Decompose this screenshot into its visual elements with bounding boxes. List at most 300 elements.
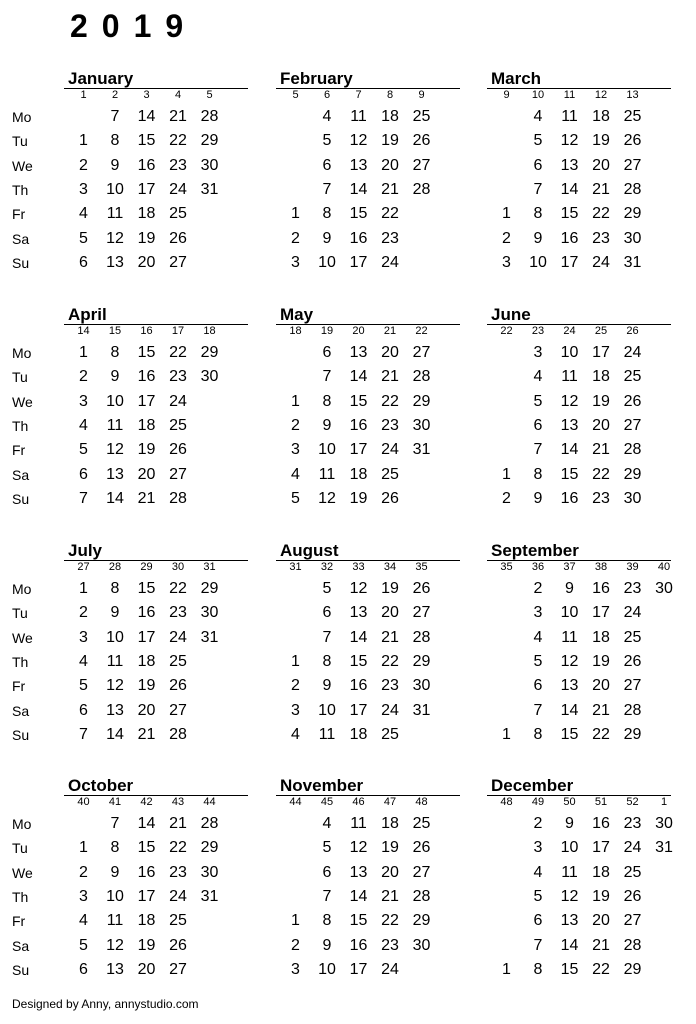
day-cell: 16 — [349, 229, 368, 247]
day-cell: 16 — [349, 677, 368, 695]
day-cell: 13 — [106, 465, 124, 483]
day-cell: 12 — [560, 132, 579, 150]
day-cell: 3 — [533, 839, 543, 857]
week-number: 31 — [203, 561, 216, 573]
day-cell: 3 — [79, 392, 88, 410]
day-cell: 2 — [291, 229, 300, 247]
day-cell: 23 — [381, 936, 399, 954]
day-cell: 31 — [200, 628, 219, 646]
day-cell: 13 — [349, 863, 368, 881]
day-cell: 4 — [322, 108, 332, 125]
day-cell: 4 — [533, 628, 543, 646]
day-cell: 12 — [106, 229, 124, 247]
day-cell: 23 — [592, 489, 610, 507]
day-cell: 26 — [169, 677, 187, 695]
day-cell: 15 — [560, 725, 579, 743]
day-cell: 17 — [349, 253, 368, 271]
day-cell: 19 — [592, 887, 610, 905]
day-cell: 5 — [79, 936, 88, 954]
day-label: Fr — [12, 442, 26, 459]
week-number: 39 — [626, 561, 639, 573]
day-cell: 20 — [381, 344, 399, 361]
day-cell: 24 — [592, 253, 610, 271]
day-cell: 13 — [560, 156, 579, 174]
day-cell: 15 — [349, 392, 368, 410]
week-number: 52 — [626, 796, 639, 808]
day-cell: 11 — [318, 465, 336, 483]
day-cell: 3 — [291, 441, 300, 459]
week-number: 8 — [386, 89, 394, 101]
day-cell: 1 — [79, 580, 88, 597]
day-cell: 18 — [349, 725, 368, 743]
day-cell: 22 — [381, 652, 399, 670]
day-cell: 25 — [623, 628, 642, 646]
day-cell: 14 — [137, 815, 156, 832]
day-cell: 5 — [533, 132, 543, 150]
day-cell: 14 — [349, 628, 368, 646]
day-cell: 11 — [561, 628, 578, 646]
day-cell: 18 — [137, 416, 156, 434]
day-cell: 6 — [533, 912, 543, 930]
day-cell: 18 — [592, 628, 610, 646]
day-cell: 24 — [381, 701, 399, 719]
day-cell: 22 — [592, 960, 610, 978]
day-cell: 22 — [381, 392, 399, 410]
day-cell: 21 — [592, 441, 610, 459]
day-cell: 27 — [412, 344, 431, 361]
day-cell: 30 — [623, 489, 642, 507]
day-cell: 30 — [200, 156, 219, 174]
day-cell: 6 — [533, 677, 543, 695]
day-cell: 22 — [381, 912, 399, 930]
day-cell: 9 — [110, 156, 120, 174]
day-cell: 10 — [106, 392, 124, 410]
week-number: 38 — [594, 561, 608, 573]
day-cell: 31 — [200, 887, 219, 905]
day-cell: 19 — [349, 489, 368, 507]
day-cell: 24 — [623, 839, 642, 857]
day-label: Sa — [12, 937, 30, 954]
day-cell: 15 — [349, 912, 368, 930]
day-cell: 19 — [137, 936, 156, 954]
day-label: Fr — [12, 206, 26, 223]
week-number: 24 — [563, 325, 576, 337]
week-number: 5 — [206, 89, 213, 101]
day-cell: 6 — [79, 465, 88, 483]
day-cell: 19 — [137, 441, 156, 459]
day-cell: 22 — [169, 132, 187, 150]
day-cell: 5 — [322, 580, 332, 597]
day-cell: 11 — [350, 815, 367, 832]
day-cell: 12 — [318, 489, 336, 507]
day-cell: 28 — [412, 180, 431, 198]
day-cell: 13 — [106, 960, 124, 978]
day-cell: 26 — [169, 441, 187, 459]
month-name: April — [68, 305, 107, 324]
day-cell: 9 — [565, 580, 574, 597]
day-cell: 24 — [381, 253, 399, 271]
day-cell: 7 — [110, 815, 120, 832]
week-number: 26 — [626, 325, 639, 337]
day-cell: 14 — [560, 701, 579, 719]
day-cell: 16 — [137, 368, 156, 386]
week-number: 1 — [660, 796, 668, 808]
day-cell: 28 — [623, 441, 642, 459]
day-label: Th — [12, 181, 29, 198]
week-number: 37 — [563, 561, 576, 573]
week-number: 42 — [140, 796, 153, 808]
week-number: 49 — [531, 796, 545, 808]
day-cell: 22 — [169, 839, 187, 857]
day-cell: 27 — [169, 465, 187, 483]
day-cell: 14 — [137, 108, 156, 125]
day-cell: 24 — [623, 604, 642, 622]
day-cell: 17 — [560, 253, 579, 271]
day-cell: 28 — [412, 887, 431, 905]
day-label: Mo — [12, 581, 32, 597]
month-name: March — [491, 69, 542, 88]
day-cell: 11 — [350, 108, 367, 125]
day-label: Su — [12, 726, 30, 743]
day-cell: 10 — [318, 253, 336, 271]
week-number: 16 — [140, 325, 153, 337]
day-cell: 15 — [137, 344, 156, 361]
day-cell: 27 — [412, 863, 431, 881]
day-cell: 3 — [291, 960, 300, 978]
day-label: Mo — [12, 109, 32, 125]
week-number: 40 — [657, 561, 671, 573]
day-cell: 30 — [200, 604, 219, 622]
day-cell: 31 — [412, 441, 431, 459]
day-cell: 16 — [592, 815, 610, 832]
week-number: 1 — [80, 89, 87, 101]
day-cell: 21 — [169, 815, 187, 832]
week-number: 12 — [594, 89, 608, 101]
day-cell: 8 — [110, 839, 120, 857]
day-cell: 18 — [137, 912, 156, 930]
day-cell: 19 — [137, 677, 156, 695]
day-label: Su — [12, 961, 30, 978]
day-cell: 19 — [381, 132, 399, 150]
day-cell: 8 — [110, 132, 120, 150]
day-cell: 21 — [169, 108, 187, 125]
day-cell: 13 — [560, 912, 579, 930]
day-cell: 9 — [533, 489, 543, 507]
day-cell: 29 — [623, 725, 642, 743]
day-cell: 17 — [349, 441, 368, 459]
day-cell: 27 — [412, 156, 431, 174]
day-cell: 17 — [137, 628, 156, 646]
day-cell: 13 — [106, 253, 124, 271]
day-cell: 4 — [322, 815, 332, 832]
day-cell: 16 — [592, 580, 610, 597]
day-cell: 9 — [322, 677, 332, 695]
day-cell: 4 — [291, 465, 300, 483]
day-cell: 8 — [322, 392, 332, 410]
day-cell: 17 — [349, 701, 368, 719]
day-cell: 26 — [381, 489, 399, 507]
day-cell: 27 — [623, 156, 642, 174]
month-name: September — [491, 541, 579, 560]
day-cell: 5 — [322, 839, 332, 857]
day-cell: 7 — [533, 701, 543, 719]
day-cell: 11 — [561, 368, 578, 386]
day-cell: 1 — [291, 912, 300, 930]
week-number: 5 — [292, 89, 299, 101]
week-number: 7 — [355, 89, 362, 101]
day-cell: 2 — [502, 489, 511, 507]
day-cell: 25 — [381, 725, 399, 743]
day-cell: 21 — [137, 725, 156, 743]
day-cell: 20 — [381, 863, 399, 881]
day-cell: 29 — [200, 839, 219, 857]
month-name: December — [491, 776, 574, 795]
day-cell: 20 — [592, 156, 610, 174]
day-cell: 8 — [322, 652, 332, 670]
day-cell: 26 — [623, 652, 642, 670]
day-cell: 2 — [79, 863, 88, 881]
day-cell: 3 — [533, 604, 543, 622]
day-cell: 6 — [79, 253, 88, 271]
day-cell: 16 — [349, 416, 368, 434]
day-cell: 25 — [623, 108, 642, 125]
day-cell: 21 — [381, 887, 399, 905]
day-cell: 23 — [169, 604, 187, 622]
month-name: October — [68, 776, 134, 795]
day-cell: 26 — [412, 580, 431, 597]
month-name: May — [280, 305, 314, 324]
day-cell: 3 — [79, 180, 88, 198]
day-cell: 8 — [533, 725, 543, 743]
day-cell: 25 — [169, 652, 187, 670]
day-cell: 4 — [533, 863, 543, 881]
day-cell: 5 — [79, 677, 88, 695]
month-name: July — [68, 541, 103, 560]
week-number: 19 — [320, 325, 334, 337]
week-number: 18 — [203, 325, 216, 337]
day-cell: 18 — [592, 368, 610, 386]
day-cell: 18 — [137, 205, 156, 223]
week-number: 10 — [531, 89, 545, 101]
day-cell: 7 — [79, 489, 88, 507]
day-label: Tu — [12, 840, 28, 857]
day-cell: 18 — [137, 652, 156, 670]
day-label: Su — [12, 490, 30, 507]
day-cell: 28 — [200, 108, 219, 125]
week-number: 23 — [531, 325, 545, 337]
day-cell: 29 — [412, 392, 431, 410]
day-cell: 15 — [560, 205, 579, 223]
day-cell: 9 — [110, 368, 120, 386]
day-cell: 13 — [349, 156, 368, 174]
day-label: Fr — [12, 913, 26, 930]
week-number: 20 — [352, 325, 365, 337]
day-cell: 10 — [106, 887, 124, 905]
day-cell: 25 — [412, 815, 431, 832]
day-cell: 20 — [137, 253, 156, 271]
day-cell: 31 — [655, 839, 673, 857]
day-cell: 23 — [623, 580, 642, 597]
month-name: November — [280, 776, 364, 795]
day-cell: 30 — [623, 229, 642, 247]
day-cell: 28 — [412, 368, 431, 386]
day-cell: 30 — [412, 677, 431, 695]
week-number: 22 — [415, 325, 428, 337]
day-cell: 1 — [502, 725, 511, 743]
day-cell: 23 — [381, 416, 399, 434]
day-cell: 25 — [623, 368, 642, 386]
day-cell: 14 — [349, 887, 368, 905]
day-cell: 12 — [106, 677, 124, 695]
day-cell: 1 — [291, 652, 300, 670]
day-cell: 10 — [318, 960, 336, 978]
day-cell: 21 — [592, 180, 610, 198]
day-cell: 17 — [349, 960, 368, 978]
day-cell: 29 — [623, 205, 642, 223]
day-cell: 14 — [560, 180, 579, 198]
day-cell: 20 — [592, 677, 610, 695]
day-cell: 20 — [137, 465, 156, 483]
day-label: Su — [12, 254, 30, 271]
day-cell: 31 — [412, 701, 431, 719]
week-number: 33 — [352, 561, 365, 573]
day-cell: 12 — [349, 132, 368, 150]
week-number: 25 — [594, 325, 608, 337]
day-cell: 1 — [502, 465, 511, 483]
day-label: Sa — [12, 702, 30, 719]
day-cell: 27 — [623, 912, 642, 930]
day-cell: 22 — [169, 580, 187, 597]
month-name: August — [280, 541, 339, 560]
day-cell: 23 — [381, 229, 399, 247]
week-number: 29 — [140, 561, 153, 573]
day-cell: 13 — [106, 701, 124, 719]
week-number: 47 — [383, 796, 397, 808]
day-cell: 15 — [137, 839, 156, 857]
day-cell: 2 — [79, 368, 88, 386]
week-number: 15 — [108, 325, 122, 337]
day-label: Mo — [12, 345, 32, 361]
day-label: Th — [12, 417, 29, 434]
week-number: 4 — [174, 89, 182, 101]
week-number: 32 — [320, 561, 334, 573]
day-cell: 6 — [79, 701, 88, 719]
day-cell: 8 — [322, 205, 332, 223]
day-cell: 8 — [533, 960, 543, 978]
day-cell: 21 — [381, 628, 399, 646]
day-cell: 29 — [200, 132, 219, 150]
day-cell: 16 — [137, 156, 156, 174]
week-number: 35 — [500, 561, 513, 573]
day-cell: 13 — [349, 344, 368, 361]
day-cell: 4 — [533, 368, 543, 386]
week-number: 36 — [531, 561, 545, 573]
day-cell: 23 — [169, 368, 187, 386]
day-cell: 20 — [592, 912, 610, 930]
day-cell: 4 — [79, 416, 88, 434]
day-cell: 11 — [318, 725, 336, 743]
day-cell: 15 — [137, 580, 156, 597]
day-cell: 27 — [623, 677, 642, 695]
day-cell: 5 — [322, 132, 332, 150]
day-cell: 25 — [169, 912, 187, 930]
day-cell: 6 — [322, 156, 332, 174]
day-cell: 25 — [169, 205, 187, 223]
week-number: 46 — [352, 796, 365, 808]
day-cell: 2 — [79, 156, 88, 174]
day-cell: 20 — [137, 960, 156, 978]
week-number: 44 — [289, 796, 302, 808]
day-cell: 29 — [412, 652, 431, 670]
day-cell: 16 — [560, 489, 579, 507]
day-cell: 24 — [381, 441, 399, 459]
week-number: 3 — [143, 89, 150, 101]
day-cell: 18 — [592, 108, 610, 125]
day-cell: 18 — [381, 108, 399, 125]
day-cell: 31 — [200, 180, 219, 198]
day-cell: 6 — [322, 604, 332, 622]
day-cell: 1 — [79, 344, 88, 361]
day-cell: 28 — [169, 489, 187, 507]
day-cell: 11 — [561, 863, 578, 881]
day-cell: 3 — [291, 701, 300, 719]
day-cell: 21 — [137, 489, 156, 507]
day-cell: 10 — [106, 628, 124, 646]
day-label: Tu — [12, 369, 28, 386]
day-cell: 22 — [169, 344, 187, 361]
day-cell: 13 — [560, 416, 579, 434]
day-cell: 27 — [169, 960, 187, 978]
day-cell: 29 — [200, 580, 219, 597]
day-cell: 14 — [560, 936, 579, 954]
day-cell: 9 — [565, 815, 574, 832]
week-number: 51 — [594, 796, 608, 808]
day-cell: 18 — [592, 863, 610, 881]
day-cell: 12 — [349, 580, 368, 597]
day-cell: 5 — [79, 229, 88, 247]
day-cell: 14 — [106, 489, 124, 507]
week-number: 28 — [108, 561, 122, 573]
day-cell: 28 — [412, 628, 431, 646]
day-cell: 20 — [137, 701, 156, 719]
day-cell: 12 — [560, 392, 579, 410]
day-cell: 20 — [592, 416, 610, 434]
week-number: 40 — [77, 796, 90, 808]
day-cell: 19 — [592, 392, 610, 410]
day-cell: 9 — [533, 229, 543, 247]
day-cell: 25 — [169, 416, 187, 434]
day-cell: 8 — [533, 465, 543, 483]
day-cell: 7 — [322, 628, 332, 646]
day-cell: 21 — [592, 701, 610, 719]
day-cell: 28 — [623, 936, 642, 954]
day-cell: 4 — [79, 205, 88, 223]
day-cell: 28 — [623, 180, 642, 198]
month-name: February — [280, 69, 353, 88]
day-cell: 7 — [322, 887, 332, 905]
day-cell: 5 — [79, 441, 88, 459]
day-cell: 27 — [169, 253, 187, 271]
week-number: 21 — [383, 325, 397, 337]
day-cell: 16 — [349, 936, 368, 954]
day-cell: 18 — [381, 815, 399, 832]
day-cell: 23 — [169, 156, 187, 174]
day-cell: 10 — [318, 441, 336, 459]
day-label: Th — [12, 888, 29, 905]
day-label: We — [12, 157, 33, 174]
day-cell: 15 — [349, 205, 368, 223]
day-cell: 27 — [169, 701, 187, 719]
